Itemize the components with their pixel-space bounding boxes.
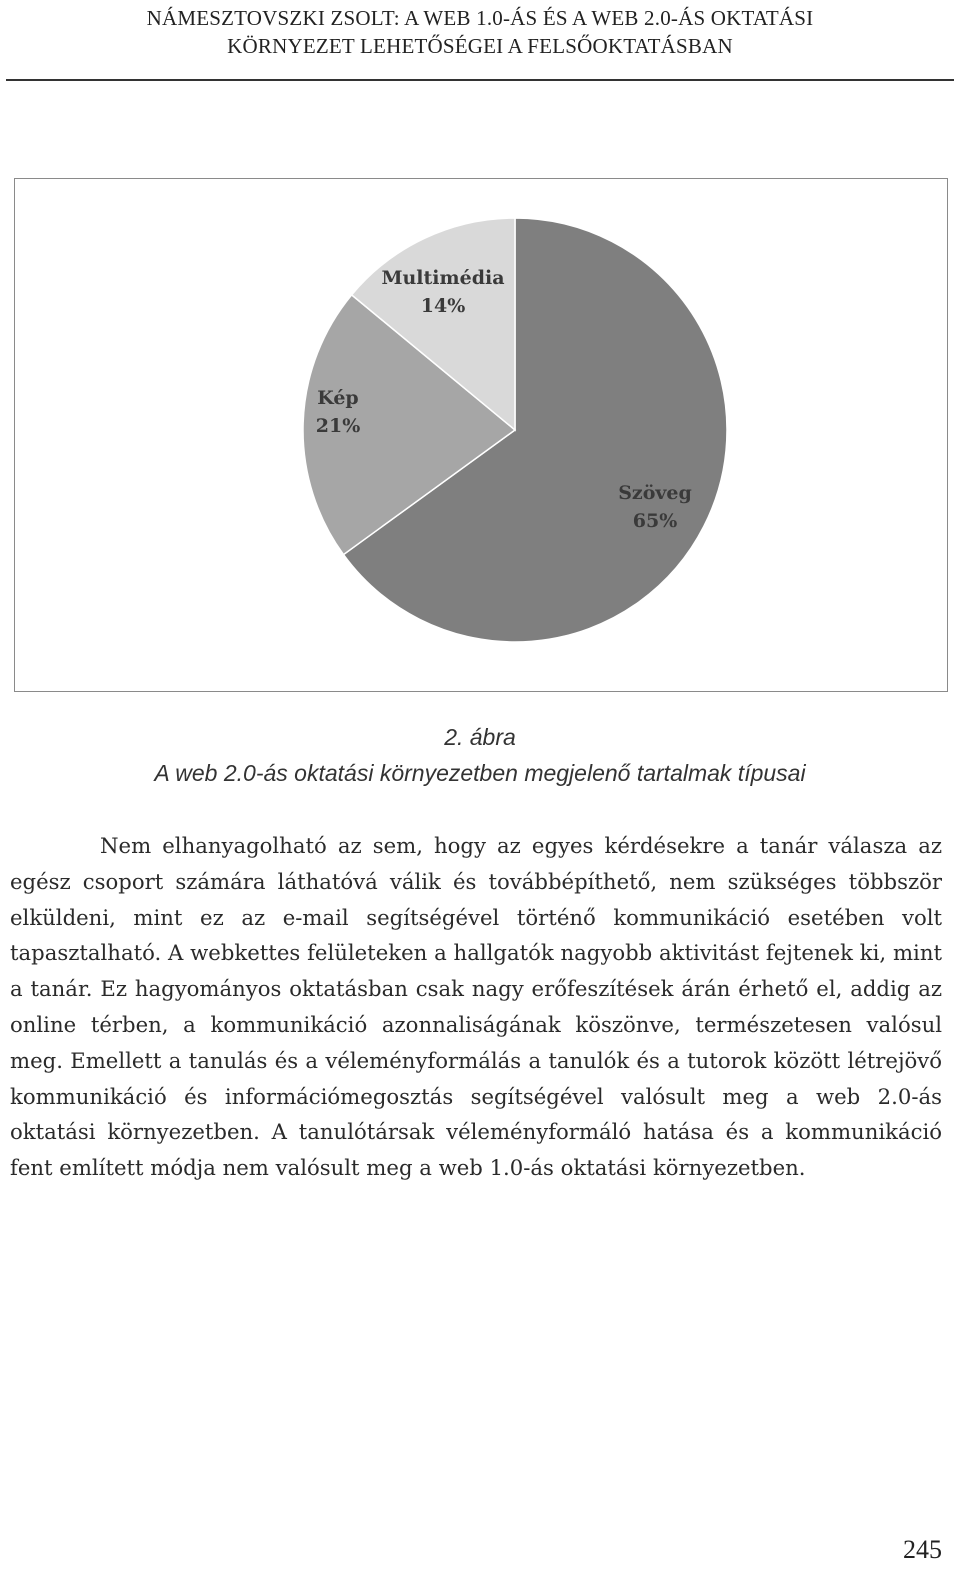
pie-label-value-0: 65% xyxy=(632,510,678,532)
pie-chart-frame xyxy=(14,178,948,692)
figure-number: 2. ábra xyxy=(444,724,516,750)
body-paragraph: Nem elhanyagolható az sem, hogy az egyes kérdésekre a tanár válasza az egész csoport számára láthatóvá válik és továbbépíthető, nem szükséges többször elküldeni, mint ez az e-mail segítségével történő kommunikáció esetében volt tapasztalható. A webkettes felületeken a hallgatók nagyobb aktivitást fejtenek ki, mint a tanár. Ez hagyományos oktatásban csak nagy erőfeszítések árán érhető el, addig az online térben, a kommunikáció azonnaliságának köszönve, természetesen valósul meg. Emellett a tanulás és a véleményformálás a tanulók és a tutorok között létrejövő kommunikáció és információmegosztás segítségével valósult meg a web 2.0-ás oktatási környezetben. A tanulótársak véleményformáló hatása és a kommunikáció fent említett módja nem valósult meg a web 1.0-ás oktatási környezetben. xyxy=(10,833,942,1181)
pie-label-value-2: 14% xyxy=(420,295,466,317)
pie-label-name-2: Multimédia xyxy=(381,267,505,289)
figure-title: A web 2.0-ás oktatási környezetben megjelenő tartalmak típusai xyxy=(154,760,806,786)
page-number: 245 xyxy=(903,1535,942,1564)
running-header-line-1: NÁMESZTOVSZKI ZSOLT: A WEB 1.0-ÁS ÉS A WEB 2.0-ÁS OKTATÁSI xyxy=(146,6,814,30)
running-header-line-2: KÖRNYEZET LEHETŐSÉGEI A FELSŐOKTATÁSBAN xyxy=(227,34,733,58)
body-text xyxy=(10,828,942,1186)
running-header xyxy=(0,4,960,60)
pie-label-value-1: 21% xyxy=(315,415,361,437)
pie-label-name-1: Kép xyxy=(317,387,359,409)
header-divider xyxy=(6,79,954,81)
pie-label-name-0: Szöveg xyxy=(618,482,692,504)
pie-chart xyxy=(15,179,947,691)
